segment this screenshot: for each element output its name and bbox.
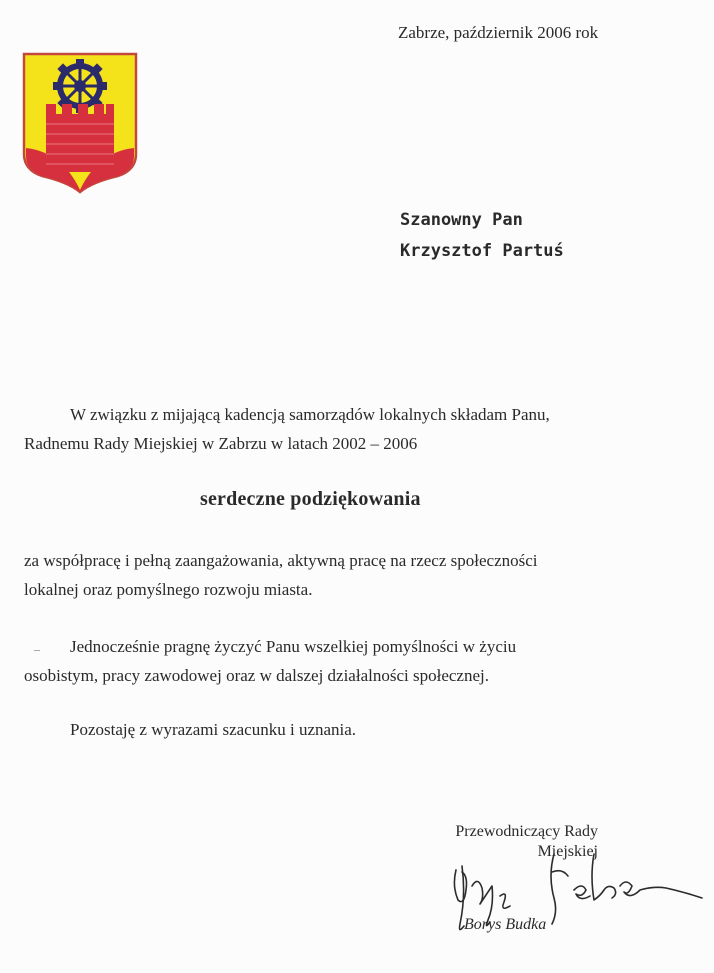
date-line: Zabrze, październik 2006 rok: [398, 23, 599, 42]
recipient-name: Krzysztof Partuś: [400, 241, 564, 261]
closing-line: Pozostaję z wyrazami szacunku i uznania.: [70, 720, 357, 739]
signature-title-line-1: Przewodniczący Rady: [455, 823, 598, 840]
signature-title-line-2: Miejskiej: [537, 843, 598, 860]
paragraph-2-line-2: lokalnej oraz pomyślnego rozwoju miasta.: [24, 580, 313, 599]
red-tower-icon: [46, 104, 114, 172]
signer-name: Borys Budka: [464, 916, 547, 933]
paragraph-3: [24, 632, 654, 690]
paragraph-3-line-2: osobistym, pracy zawodowej oraz w dalszej działalności społecznej.: [24, 666, 489, 685]
paragraph-1: [24, 400, 654, 458]
closing-paragraph: [24, 715, 654, 744]
paragraph-2: [24, 546, 654, 604]
salutation: Szanowny Pan: [400, 210, 523, 230]
paragraph-1-line-1: W związku z mijającą kadencją samorządów lokalnych składam Panu,: [70, 405, 550, 424]
paragraph-1-line-2: Radnemu Rady Miejskiej w Zabrzu w latach 2002 – 2006: [24, 434, 418, 453]
paragraph-3-line-1: Jednocześnie pragnę życzyć Panu wszelkiej pomyślności w życiu: [70, 637, 517, 656]
addressee-block: [400, 205, 564, 267]
city-coat-of-arms-icon: [22, 52, 138, 194]
thanks-heading: serdeczne podziękowania: [200, 488, 421, 510]
paragraph-2-line-1: za współpracę i pełną zaangażowania, aktywną pracę na rzecz społeczności: [24, 551, 538, 570]
